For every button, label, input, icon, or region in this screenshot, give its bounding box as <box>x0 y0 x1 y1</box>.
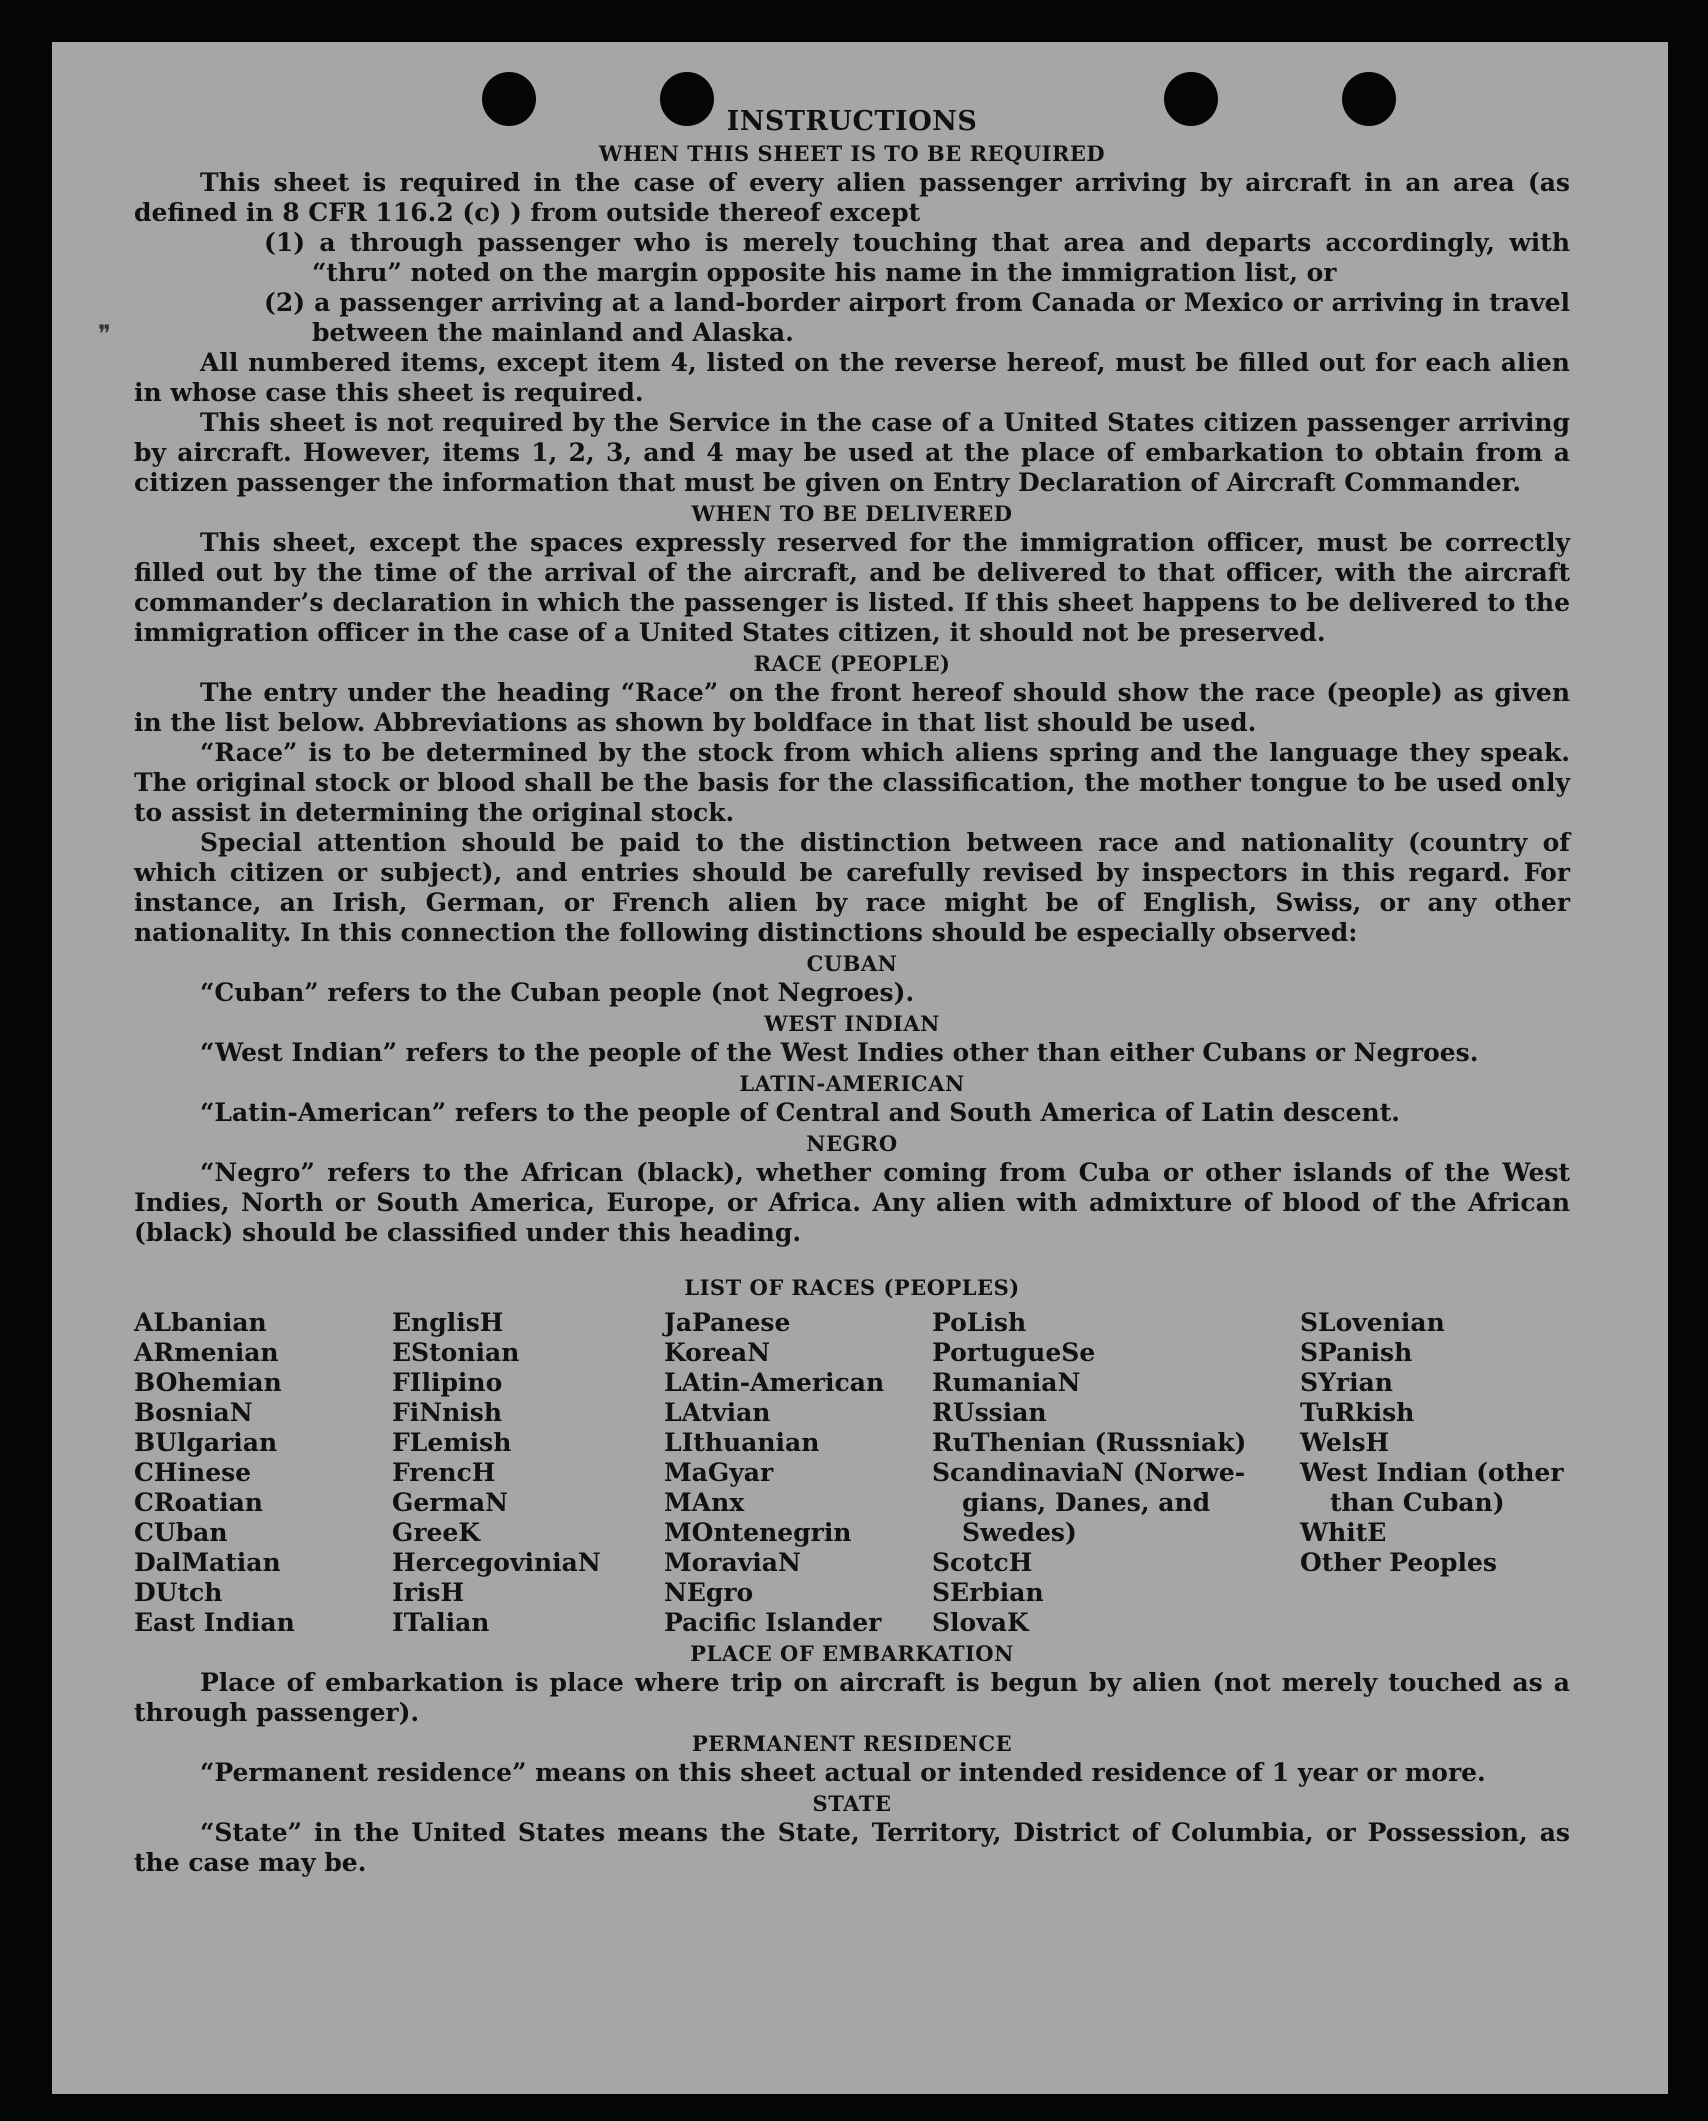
heading-when-required: WHEN THIS SHEET IS TO BE REQUIRED <box>598 141 1106 166</box>
heading-west-indian: WEST INDIAN <box>764 1011 940 1036</box>
paragraph-negro: “Negro” refers to the African (black), whether coming from Cuba or other islands of the West Indies, North or South America, Europe, or Africa. Any alien with admixture of blood of the African (black) should be classified under this heading. <box>134 1158 1570 1247</box>
race-entry: RUssian <box>932 1398 1047 1427</box>
paragraph-cuban: “Cuban” refers to the Cuban people (not Negroes). <box>200 978 915 1007</box>
race-entry: MAnx <box>664 1488 745 1517</box>
races-list <box>134 1308 1570 1638</box>
paragraph-state: “State” in the United States means the State, Territory, District of Columbia, or Possession, as the case may be. <box>134 1818 1570 1877</box>
document-sheet <box>52 42 1668 2094</box>
race-entry: BUlgarian <box>134 1428 278 1457</box>
race-entry: EnglisH <box>392 1308 504 1337</box>
paragraph-embarkation: Place of embarkation is place where trip on aircraft is begun by alien (not merely touched as a through passenger). <box>134 1668 1570 1727</box>
paragraph-intro: This sheet is required in the case of every alien passenger arriving by aircraft in an area (as defined in 8 CFR 116.2 (c) ) from outside thereof except <box>134 168 1570 227</box>
paragraph-west-indian: “West Indian” refers to the people of the West Indies other than either Cubans or Negroes. <box>200 1038 1479 1067</box>
race-entry: WelsH <box>1300 1428 1390 1457</box>
race-entry: MOntenegrin <box>664 1518 852 1547</box>
race-entry: HercegoviniaN <box>392 1548 601 1577</box>
paragraph-race-2: “Race” is to be determined by the stock from which aliens spring and the language they speak. The original stock or blood shall be the basis for the classification, the mother tongue to be used only to assist in determining the original stock. <box>134 738 1570 827</box>
race-entry: EStonian <box>392 1338 520 1367</box>
race-entry: GreeK <box>392 1518 481 1547</box>
race-entry: SlovaK <box>932 1608 1029 1637</box>
race-entry: FIlipino <box>392 1368 503 1397</box>
race-entry: BOhemian <box>134 1368 282 1397</box>
heading-when-delivered: WHEN TO BE DELIVERED <box>691 501 1013 526</box>
race-entry: KoreaN <box>664 1338 770 1367</box>
heading-race: RACE (PEOPLE) <box>753 651 951 676</box>
heading-races-list: LIST OF RACES (PEOPLES) <box>684 1275 1020 1300</box>
race-entry: gians, Danes, and <box>962 1488 1211 1517</box>
paragraph-delivered: This sheet, except the spaces expressly reserved for the immigration officer, must be correctly filled out by the time of the arrival of the aircraft, and be delivered to that officer, with the aircraft commander’s declaration in which the passenger is listed. If this sheet happens to be delivered to the immigration officer in the case of a United States citizen, it should not be preserved. <box>134 528 1570 647</box>
exception-1: (1) a through passenger who is merely touching that area and departs accordingly, with “thru” noted on the margin opposite his name in the immigration list, or <box>264 228 1570 287</box>
race-entry: NEgro <box>664 1578 754 1607</box>
race-entry: ScandinaviaN (Norwe- <box>932 1458 1246 1487</box>
race-entry: East Indian <box>134 1608 295 1637</box>
paragraph-permanent-residence: “Permanent residence” means on this sheet actual or intended residence of 1 year or more. <box>200 1758 1486 1787</box>
race-entry: GermaN <box>392 1488 508 1517</box>
heading-state: STATE <box>812 1791 892 1816</box>
race-entry: MoraviaN <box>664 1548 801 1577</box>
race-entry: LAtvian <box>664 1398 771 1427</box>
race-entry: LIthuanian <box>664 1428 820 1457</box>
paragraph-citizen: This sheet is not required by the Service in the case of a United States citizen passenger arriving by aircraft. However, items 1, 2, 3, and 4 may be used at the place of embarkation to obtain from a citizen passenger the information that must be given on Entry Declaration of Aircraft Commander. <box>134 408 1570 497</box>
race-entry: ITalian <box>392 1608 490 1637</box>
race-entry: BosniaN <box>134 1398 253 1427</box>
heading-embarkation: PLACE OF EMBARKATION <box>690 1641 1014 1666</box>
race-entry: JaPanese <box>664 1308 791 1337</box>
race-entry: Other Peoples <box>1300 1548 1497 1577</box>
race-entry: RuThenian (Russniak) <box>932 1428 1247 1457</box>
race-entry: DUtch <box>134 1578 223 1607</box>
paragraph-numbered-items: All numbered items, except item 4, listed on the reverse hereof, must be filled out for each alien in whose case this sheet is required. <box>134 348 1570 407</box>
race-entry: SErbian <box>932 1578 1044 1607</box>
race-entry: RumaniaN <box>932 1368 1081 1397</box>
race-entry: TuRkish <box>1300 1398 1415 1427</box>
race-entry: Pacific Islander <box>664 1608 882 1637</box>
race-entry: CRoatian <box>134 1488 263 1517</box>
race-entry: CUban <box>134 1518 228 1547</box>
heading-permanent-residence: PERMANENT RESIDENCE <box>691 1731 1013 1756</box>
heading-latin-american: LATIN-AMERICAN <box>739 1071 965 1096</box>
page-title: INSTRUCTIONS <box>726 106 978 137</box>
race-entry: FiNnish <box>392 1398 503 1427</box>
heading-negro: NEGRO <box>806 1131 898 1156</box>
race-entry: Swedes) <box>962 1518 1077 1547</box>
race-entry: MaGyar <box>664 1458 774 1487</box>
race-entry: SYrian <box>1300 1368 1393 1397</box>
race-entry: SLovenian <box>1300 1308 1445 1337</box>
race-entry: WhitE <box>1300 1518 1387 1547</box>
instructions-content <box>134 106 1570 1878</box>
race-entry: ScotcH <box>932 1548 1033 1577</box>
heading-cuban: CUBAN <box>806 951 898 976</box>
race-entry <box>1300 1608 1570 1638</box>
paragraph-race-1: The entry under the heading “Race” on the front hereof should show the race (people) as given in the list below. Abbreviations as shown by boldface in that list should be used. <box>134 678 1570 737</box>
race-entry: DalMatian <box>134 1548 281 1577</box>
race-entry: CHinese <box>134 1458 252 1487</box>
race-entry: IrisH <box>392 1578 465 1607</box>
race-entry: ALbanian <box>134 1308 267 1337</box>
race-entry <box>1300 1578 1570 1608</box>
paragraph-latin-american: “Latin-American” refers to the people of Central and South America of Latin descent. <box>200 1098 1400 1127</box>
race-entry: PortugueSe <box>932 1338 1096 1367</box>
paragraph-race-3: Special attention should be paid to the distinction between race and nationality (country of which citizen or subject), and entries should be carefully revised by inspectors in this regard. For instance, an Irish, German, or French alien by race might be of English, Swiss, or any other nationality. In this connection the following distinctions should be especially observed: <box>134 828 1570 947</box>
race-entry: SPanish <box>1300 1338 1413 1367</box>
race-entry: FrencH <box>392 1458 496 1487</box>
race-entry: FLemish <box>392 1428 512 1457</box>
race-entry: West Indian (other <box>1300 1458 1564 1487</box>
race-entry: PoLish <box>932 1308 1027 1337</box>
race-entry: LAtin-American <box>664 1368 885 1397</box>
race-entry: ARmenian <box>134 1338 279 1367</box>
scan-mark: ❞ <box>98 320 111 348</box>
race-entry: than Cuban) <box>1330 1488 1505 1517</box>
exception-2: (2) a passenger arriving at a land-border airport from Canada or Mexico or arriving in travel between the mainland and Alaska. <box>264 288 1570 347</box>
